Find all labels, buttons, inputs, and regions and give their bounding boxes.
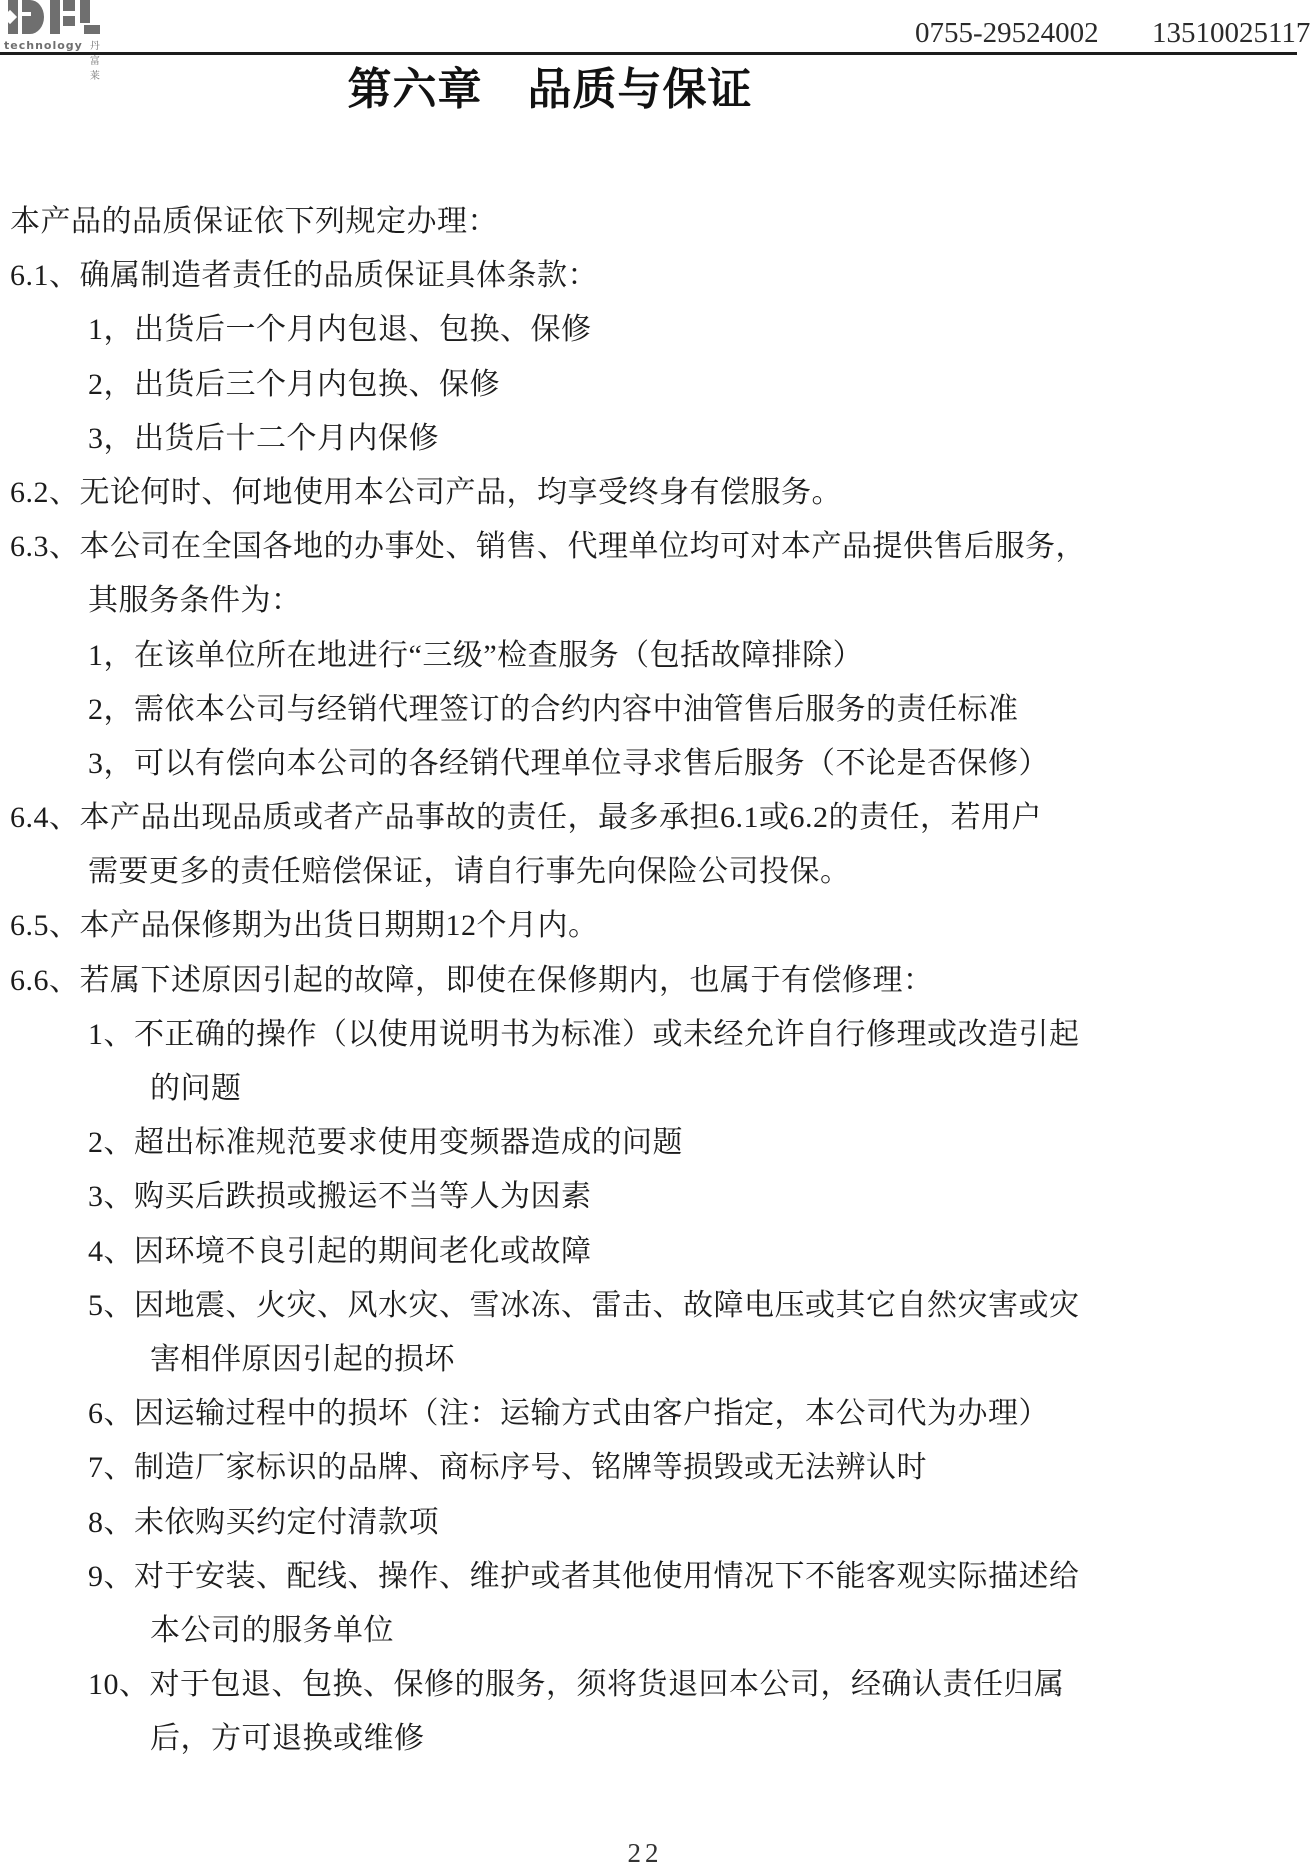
dfl-logo-icon — [4, 0, 104, 36]
body-line: 5、因地震、火灾、风水灾、雪冰冻、雷击、故障电压或其它自然灾害或灾 — [88, 1288, 1080, 1322]
body-line: 害相伴原因引起的损坏 — [150, 1342, 455, 1376]
body-line: 6.4、本产品出现品质或者产品事故的责任，最多承担6.1或6.2的责任，若用户 — [10, 801, 1042, 835]
body-line: 6.3、本公司在全国各地的办事处、销售、代理单位均可对本产品提供售后服务， — [10, 530, 1086, 564]
body-line: 6、因运输过程中的损坏（注：运输方式由客户指定，本公司代为办理） — [88, 1397, 1049, 1431]
phone-number-landline: 0755-29524002 — [915, 17, 1099, 49]
body-line: 4、因环境不良引起的期间老化或故障 — [88, 1234, 592, 1268]
body-line: 2，出货后三个月内包换、保修 — [88, 367, 500, 401]
body-line: 的问题 — [150, 1072, 242, 1105]
body-line: 3，可以有偿向本公司的各经销代理单位寻求售后服务（不论是否保修） — [88, 746, 1049, 780]
brand-logo — [4, 0, 114, 82]
body-line: 3、购买后跌损或搬运不当等人为因素 — [88, 1180, 592, 1214]
body-line: 6.1、确属制造者责任的品质保证具体条款： — [10, 259, 598, 293]
body-line: 6.6、若属下述原因引起的故障，即使在保修期内，也属于有偿修理： — [10, 963, 934, 997]
body-line: 本产品的品质保证依下列规定办理： — [10, 205, 498, 238]
body-line: 1、不正确的操作（以使用说明书为标准）或未经允许自行修理或改造引起 — [88, 1017, 1080, 1051]
body-line: 7、制造厂家标识的品牌、商标序号、铭牌等损毁或无法辨认时 — [88, 1451, 927, 1485]
body-text — [0, 195, 1315, 1766]
body-line: 后，方可退换或维修 — [150, 1722, 425, 1756]
body-line: 需要更多的责任赔偿保证，请自行事先向保险公司投保。 — [88, 855, 851, 889]
body-line: 其服务条件为： — [88, 584, 302, 618]
body-line: 2、超出标准规范要求使用变频器造成的问题 — [88, 1126, 683, 1160]
phone-number-mobile: 13510025117 — [1152, 17, 1311, 49]
body-line: 8、未依购买约定付清款项 — [88, 1505, 439, 1539]
body-line: 9、对于安装、配线、操作、维护或者其他使用情况下不能客观实际描述给 — [88, 1559, 1080, 1593]
body-line: 1，在该单位所在地进行“三级”检查服务（包括故障排除） — [88, 638, 864, 672]
logo-chinese-name: 丹富莱 — [89, 41, 103, 82]
body-line: 10、对于包退、包换、保修的服务，须将货退回本公司，经确认责任归属 — [88, 1668, 1065, 1702]
page-number: 22 — [627, 1838, 663, 1868]
logo-tagline: technology — [4, 39, 83, 52]
body-line: 本公司的服务单位 — [150, 1613, 394, 1647]
body-line: 1，出货后一个月内包退、包换、保修 — [88, 313, 592, 347]
body-line: 6.2、无论何时、何地使用本公司产品，均享受终身有偿服务。 — [10, 475, 842, 509]
body-line: 3，出货后十二个月内保修 — [88, 421, 439, 455]
body-line: 6.5、本产品保修期为出货日期期12个月内。 — [10, 909, 599, 943]
chapter-title: 第六章 品质与保证 — [347, 65, 753, 114]
body-line: 2，需依本公司与经销代理签订的合约内容中油管售后服务的责任标准 — [88, 692, 1019, 726]
